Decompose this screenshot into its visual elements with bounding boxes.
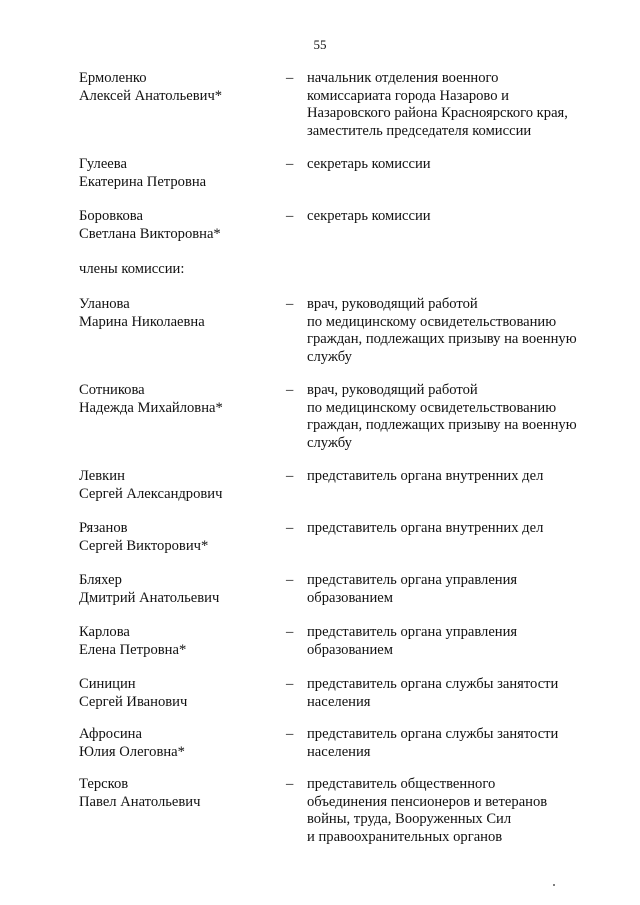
dash: – (286, 382, 294, 398)
person-name: Бляхер Дмитрий Анатольевич (79, 572, 220, 606)
person-name: Гулеева Екатерина Петровна (79, 156, 207, 190)
person-name: Уланова Марина Николаевна (79, 296, 205, 330)
dash: – (286, 726, 294, 742)
person-name: Рязанов Сергей Викторович* (79, 520, 209, 554)
dash: – (286, 776, 294, 792)
person-name: Боровкова Светлана Викторовна* (79, 208, 221, 242)
dash: – (286, 676, 294, 692)
person-name: Сотникова Надежда Михайловна* (79, 382, 223, 416)
person-role: врач, руководящий работой по медицинскому освидетельствованию граждан, подлежащих призыву на военную службу (307, 296, 577, 365)
dash: – (286, 296, 294, 312)
dash: – (286, 572, 294, 588)
dash: – (286, 156, 294, 172)
person-name: Синицин Сергей Иванович (79, 676, 188, 710)
person-role: врач, руководящий работой по медицинскому освидетельствованию граждан, подлежащих призыву на военную службу (307, 382, 577, 451)
dash: – (286, 70, 294, 86)
person-name: Терсков Павел Анатольевич (79, 776, 201, 810)
person-role: секретарь комиссии (307, 156, 431, 172)
person-name: Левкин Сергей Александрович (79, 468, 223, 502)
person-role: представитель органа управления образованием (307, 624, 518, 658)
members-label: члены комиссии: (79, 261, 185, 277)
dash: – (286, 624, 294, 640)
page-number: 55 (313, 37, 327, 52)
person-role: представитель общественного объединения пенсионеров и ветеранов войны, труда, Вооруженных Сил и правоохранительных органов (307, 776, 548, 845)
dash: – (286, 520, 294, 536)
person-role: секретарь комиссии (307, 208, 431, 224)
dash: – (286, 468, 294, 484)
person-name: Афросина Юлия Олеговна* (79, 726, 185, 760)
person-role: представитель органа внутренних дел (307, 468, 544, 484)
person-role: представитель органа управления образованием (307, 572, 518, 606)
person-name: Ермоленко Алексей Анатольевич* (79, 70, 223, 104)
person-role: представитель органа службы занятости населения (307, 726, 559, 760)
person-name: Карлова Елена Петровна* (79, 624, 187, 658)
person-role: начальник отделения военного комиссариата города Назарово и Назаровского района Красноярского края, заместитель председателя комиссии (307, 70, 568, 139)
scan-speck (553, 884, 555, 886)
dash: – (286, 208, 294, 224)
person-role: представитель органа службы занятости населения (307, 676, 559, 710)
person-role: представитель органа внутренних дел (307, 520, 544, 536)
